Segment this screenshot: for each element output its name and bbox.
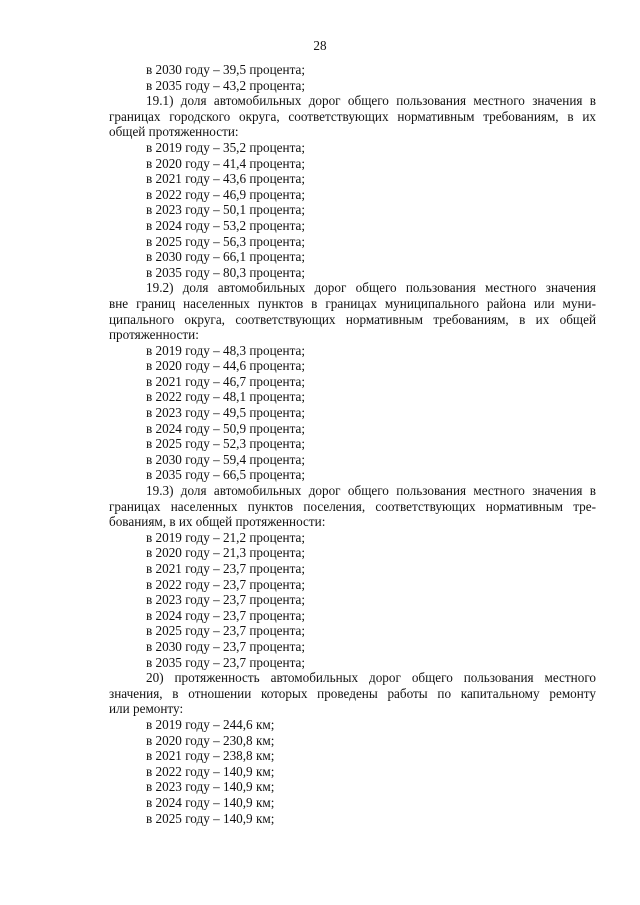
section-20 <box>109 670 596 826</box>
list-item: в 2024 году – 53,2 процента; <box>146 217 306 233</box>
list-item: в 2025 году – 56,3 процента; <box>146 233 306 249</box>
paragraph-line: ципального округа, соответствующих нормативным требованиям, в их общей <box>109 311 596 327</box>
list-item: в 2024 году – 23,7 процента; <box>146 607 306 623</box>
list-item: в 2024 году – 140,9 км; <box>146 794 275 810</box>
list-item: в 2030 году – 23,7 процента; <box>146 638 306 654</box>
list-item: в 2023 году – 23,7 процента; <box>146 592 306 608</box>
list-item: в 2020 году – 44,6 процента; <box>146 358 306 374</box>
list-item: в 2025 году – 52,3 процента; <box>146 436 306 452</box>
list-item: в 2019 году – 48,3 процента; <box>146 342 306 358</box>
paragraph-line: границах населенных пунктов поселения, соответствующих нормативным тре- <box>109 498 596 514</box>
paragraph-line: 20) протяженность автомобильных дорог общего пользования местного <box>146 670 596 686</box>
list-item: в 2019 году – 244,6 км; <box>146 716 275 732</box>
list-item: в 2035 году – 43,2 процента; <box>146 77 306 93</box>
list-item: в 2022 году – 48,1 процента; <box>146 389 306 405</box>
paragraph-line: значения, в отношении которых проведены работы по капитальному ремонту <box>109 685 596 701</box>
paragraph-line: 19.3) доля автомобильных дорог общего пользования местного значения в <box>146 483 596 499</box>
section-19-1 <box>109 93 596 280</box>
paragraph-line: или ремонту: <box>109 701 184 717</box>
list-item: в 2022 году – 140,9 км; <box>146 763 275 779</box>
list-item: в 2030 году – 66,1 процента; <box>146 249 306 265</box>
paragraph-line: границах городского округа, соответствующих нормативным требованиям, в их <box>109 108 596 124</box>
list-item: в 2022 году – 23,7 процента; <box>146 576 306 592</box>
list-item: в 2030 году – 39,5 процента; <box>146 62 306 77</box>
paragraph-line: общей протяженности: <box>109 124 239 140</box>
paragraph-line: 19.2) доля автомобильных дорог общего пользования местного значения <box>146 280 596 296</box>
list-item: в 2022 году – 46,9 процента; <box>146 186 306 202</box>
list-item: в 2025 году – 140,9 км; <box>146 810 275 826</box>
list-item: в 2024 году – 50,9 процента; <box>146 420 306 436</box>
document-body <box>109 62 596 826</box>
list-item: в 2025 году – 23,7 процента; <box>146 623 306 639</box>
list-item: в 2019 году – 35,2 процента; <box>146 139 306 155</box>
list-item: в 2020 году – 21,3 процента; <box>146 545 306 561</box>
list-item: в 2023 году – 50,1 процента; <box>146 202 306 218</box>
page-number: 28 <box>313 38 327 53</box>
paragraph-line: протяженности: <box>109 327 199 343</box>
section-19-2 <box>109 280 596 483</box>
list-item: в 2030 году – 59,4 процента; <box>146 451 306 467</box>
list-item: в 2021 году – 43,6 процента; <box>146 171 306 187</box>
paragraph-line: 19.1) доля автомобильных дорог общего пользования местного значения в <box>146 93 596 109</box>
list-item: в 2019 году – 21,2 процента; <box>146 529 306 545</box>
list-item: в 2023 году – 140,9 км; <box>146 779 275 795</box>
list-item: в 2021 году – 238,8 км; <box>146 748 275 764</box>
list-item: в 2035 году – 23,7 процента; <box>146 654 306 670</box>
list-item: в 2035 году – 66,5 процента; <box>146 467 306 483</box>
paragraph-line: бованиям, в их общей протяженности: <box>109 514 326 530</box>
paragraph-line: вне границ населенных пунктов в границах муниципального района или муни- <box>109 295 596 311</box>
list-item: в 2021 году – 46,7 процента; <box>146 373 306 389</box>
list-item: в 2020 году – 230,8 км; <box>146 732 275 748</box>
list-item: в 2021 году – 23,7 процента; <box>146 561 306 576</box>
list-item: в 2023 году – 49,5 процента; <box>146 405 306 421</box>
list-item: в 2020 году – 41,4 процента; <box>146 155 306 171</box>
section-19-3 <box>109 483 596 670</box>
list-item: в 2035 году – 80,3 процента; <box>146 264 306 280</box>
